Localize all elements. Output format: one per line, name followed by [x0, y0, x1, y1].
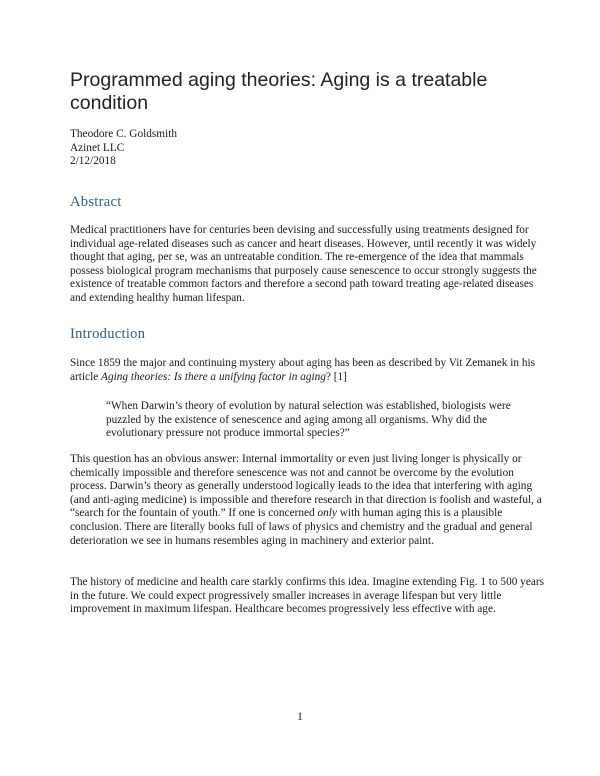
- publication-date: 2/12/2018: [70, 155, 116, 167]
- emphasis-only: only: [317, 507, 337, 520]
- intro-p1-text: Since 1859 the major and continuing mystery about aging has been as described by Vit Zemanek in his article: [70, 357, 536, 383]
- intro-paragraph-1: [70, 357, 545, 384]
- abstract-text: Medical practitioners have for centuries been devising and successfully using treatments designed for individual age-related diseases such as cancer and heart diseases. However, until recently it was widely thought that aging, per se, was an untreatable condition. The re-emergence of the idea that mammals possess biological program mechanisms that purposely cause senescence to occur strongly suggests the existence of treatable common factors and therefore a second path toward treating age-related diseases and extending healthy human lifespan.: [70, 224, 537, 304]
- cited-article-title: Aging theories: Is there a unifying factor in aging: [101, 370, 326, 383]
- paper-title: Programmed aging theories: Aging is a treatable condition: [70, 69, 488, 114]
- intro-paragraph-2: [70, 453, 545, 548]
- intro-paragraph-3: The history of medicine and health care starkly confirms this idea. Imagine extending Fig. 1 to 500 years in the future. We could expect progressively smaller increases in average lifespan but very little improvement in maximum lifespan. Healthcare becomes progressively less effective with age.: [70, 576, 545, 616]
- intro-p2-end: with human aging this is a plausible conclusion. There are literally books full of laws of physics and chemistry and the gradual and general deterioration we see in humans resembles aging in machinery and exterior paint.: [70, 507, 533, 547]
- intro-p1-end: ? [1]: [325, 370, 347, 383]
- author-name: Theodore C. Goldsmith: [70, 128, 177, 140]
- intro-p2-text: This question has an obvious answer: Internal immortality or even just living longer is physically or chemically impossible and therefore senescence was not and cannot be overcome by the evolution process. Darwin’s theory as generally understood logically leads to the idea that interfering with aging (and anti-aging medicine) is impossible and therefore research in that direction is foolish and wasteful, a “search for the fountain of youth.” If one is concerned: [70, 453, 542, 520]
- author-affiliation: Azinet LLC: [70, 141, 125, 154]
- page-number: 1: [297, 711, 303, 723]
- abstract-heading: Abstract: [70, 194, 122, 210]
- author-block: [70, 128, 177, 169]
- block-quote: “When Darwin’s theory of evolution by natural selection was established, biologists were puzzled by the existence of senescence and aging among all organisms. Why did the evolutionary pressure not produce immortal species?”: [106, 400, 511, 440]
- introduction-heading: Introduction: [70, 326, 146, 342]
